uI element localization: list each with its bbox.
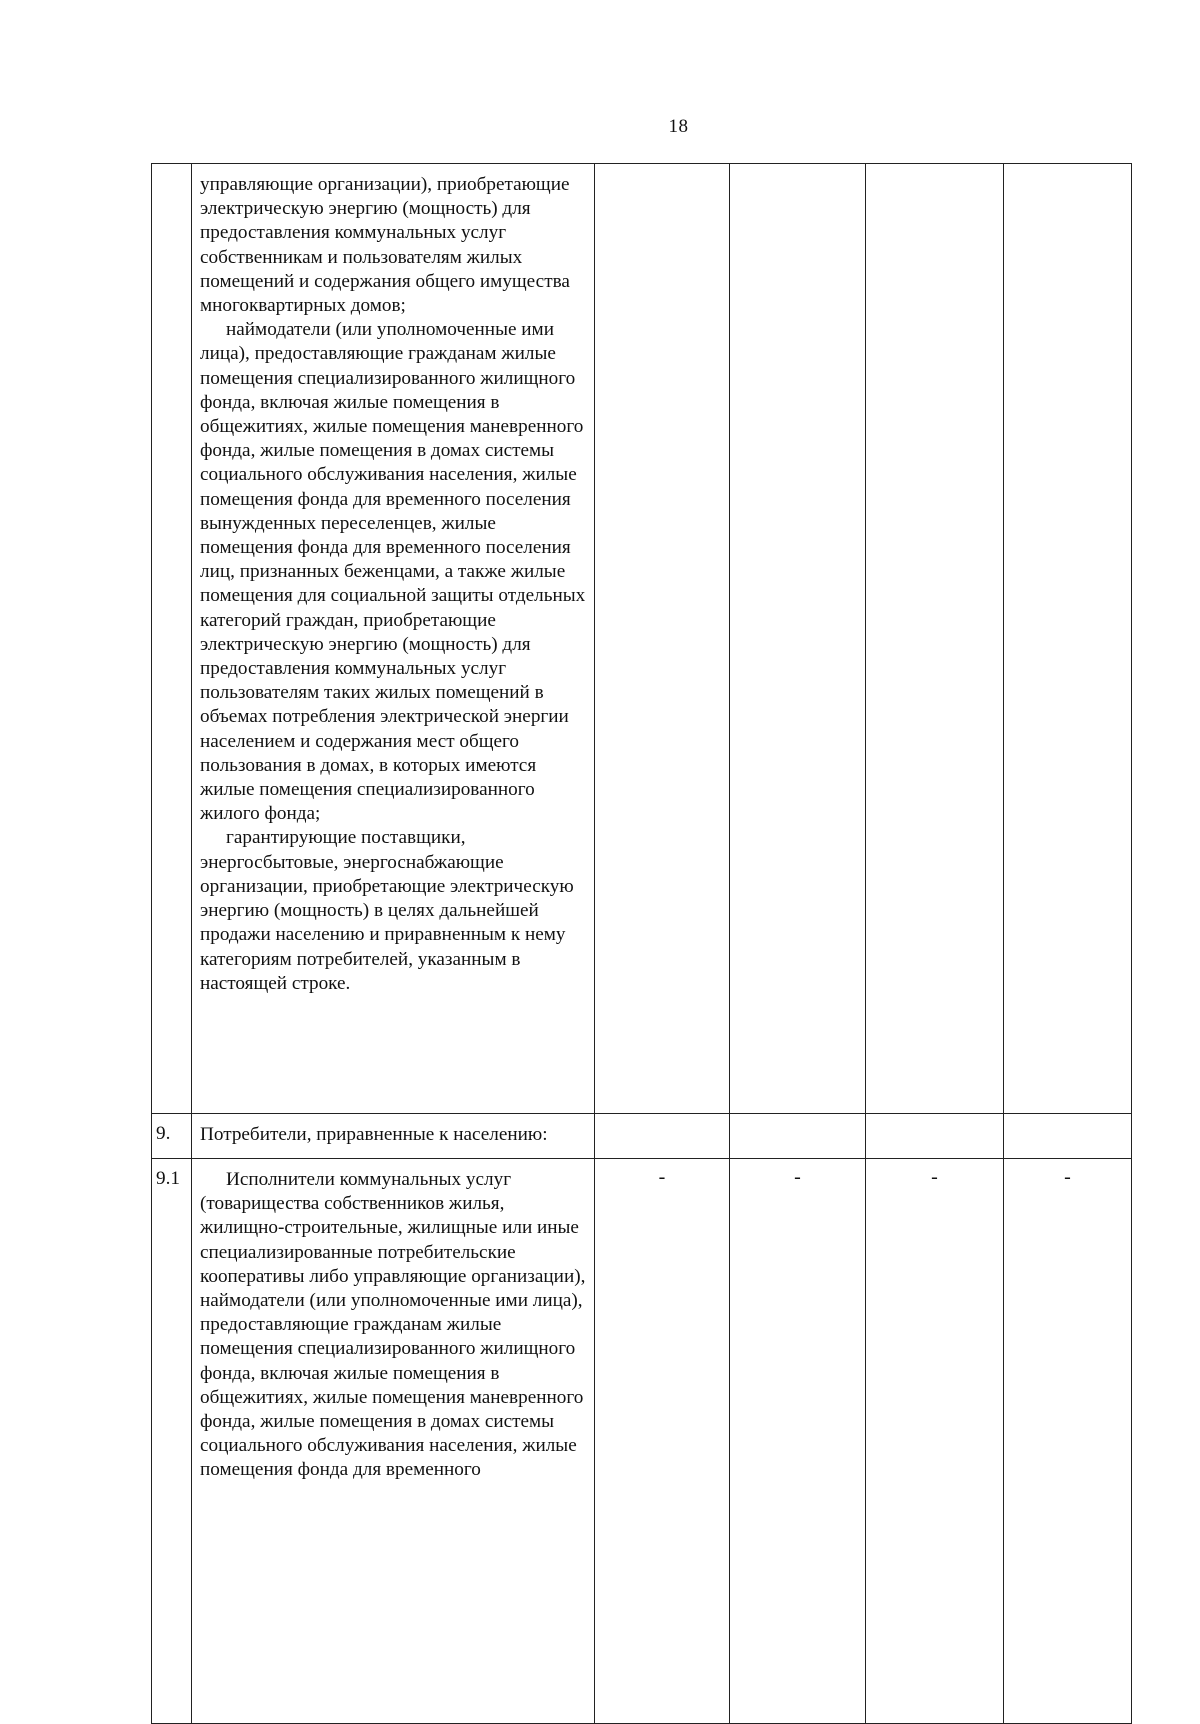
- table-row-continuation: [152, 164, 1132, 1114]
- value-cell-3: [866, 164, 1004, 1114]
- row-description-cell: [192, 164, 595, 1114]
- value-cell-4: [1004, 164, 1132, 1114]
- value-cell-4: -: [1004, 1159, 1132, 1724]
- row-description-cell: [192, 1114, 595, 1159]
- table-row-9-1: [152, 1159, 1132, 1724]
- value-cell-1: -: [595, 1159, 730, 1724]
- value-cell-3: [866, 1114, 1004, 1159]
- value-cell-2: -: [730, 1159, 866, 1724]
- value-cell-3: -: [866, 1159, 1004, 1724]
- row-number-cell: [152, 164, 192, 1114]
- value-cell-1: [595, 1114, 730, 1159]
- value-cell-1: [595, 164, 730, 1114]
- value-cell-2: [730, 164, 866, 1114]
- row-number-cell: 9.: [152, 1114, 192, 1159]
- paragraph-guaranteeing-suppliers: гарантирующие поставщики, энергосбытовые, энергоснабжающие организации, приобретающие электрическую энергию (мощность) в целях дальнейшей продажи населению и приравненным к нему категориям потребителей, указанным в настоящей строке.: [200, 827, 574, 994]
- paragraph-landlords: наймодатели (или уполномоченные ими лица), предоставляющие гражданам жилые помещения специализированного жилищного фонда, включая жилые помещения в общежитиях, жилые помещения маневренного фонда, жилые помещения в домах системы социального обслуживания населения, жилые помещения фонда для временного поселения вынужденных переселенцев, жилые помещения фонда для временного поселения лиц, признанных беженцами, а также жилые помещения для социальной защиты отдельных категорий граждан, приобретающие электрическую энергию (мощность) для предоставления коммунальных услуг пользователям таких жилых помещений в объемах потребления электрической энергии населением и содержания мест общего пользования в домах, в которых имеются жилые помещения специализированного жилого фонда;: [200, 319, 586, 825]
- paragraph-utility-providers: Исполнители коммунальных услуг (товарищества собственников жилья, жилищно-строительные, жилищные или иные специализированные потребительские кооперативы либо управляющие организации), наймодатели (или уполномоченные ими лица), предоставляющие гражданам жилые помещения специализированного жилищного фонда, включая жилые помещения в общежитиях, жилые помещения маневренного фонда, жилые помещения в домах системы социального обслуживания населения, жилые помещения фонда для временного: [200, 1169, 586, 1481]
- paragraph-equated-consumers: Потребители, приравненные к населению:: [200, 1124, 548, 1145]
- tariff-table: [151, 163, 1132, 1724]
- value-cell-4: [1004, 1114, 1132, 1159]
- row-description-cell: [192, 1159, 595, 1724]
- value-cell-2: [730, 1114, 866, 1159]
- page-number: 18: [668, 116, 689, 137]
- table-row-9: [152, 1114, 1132, 1159]
- paragraph-management-orgs: управляющие организации), приобретающие электрическую энергию (мощность) для предоставления коммунальных услуг собственникам и пользователям жилых помещений и содержания общего имущества многоквартирных домов;: [200, 174, 570, 317]
- row-number-cell: 9.1: [152, 1159, 192, 1724]
